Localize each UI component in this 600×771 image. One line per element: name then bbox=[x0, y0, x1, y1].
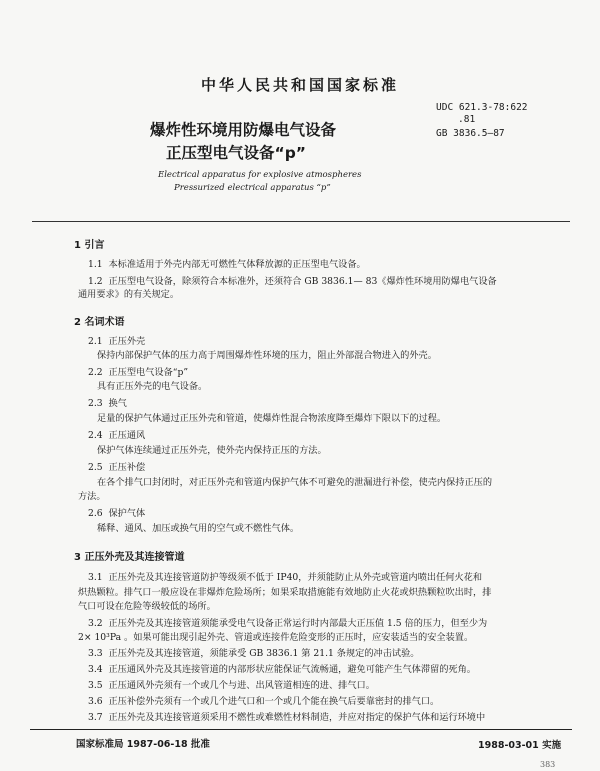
udc-code-cont: .81 bbox=[458, 114, 476, 125]
clause-3-4 bbox=[88, 664, 476, 676]
term-number: 2.6 bbox=[88, 508, 103, 519]
term-2-4-def: 保护气体连续通过正压外壳，使外壳内保持正压的方法。 bbox=[97, 445, 327, 456]
clause-3-2-cont: 2× 10³Pa 。如果可能出现引起外壳、管道或连接件危险变形的正压时，应安装适当的安全装置。 bbox=[78, 632, 474, 643]
clause-3-7 bbox=[88, 712, 485, 724]
clause-1-2-cont: 通用要求》的有关规定。 bbox=[78, 289, 180, 300]
section-3-title: 3 正压外壳及其连接管道 bbox=[74, 552, 185, 563]
term-name: 换气 bbox=[108, 398, 127, 409]
clause-number: 3.6 bbox=[88, 696, 103, 707]
term-number: 2.3 bbox=[88, 398, 103, 409]
clause-number: 3.5 bbox=[88, 680, 103, 691]
clause-3-1-cont: 炽热颗粒。排气口一般应设在非爆炸危险场所；如果采取措施能有效地防止火花或炽热颗粒吹出时，排 bbox=[78, 587, 492, 598]
page-number: 383 bbox=[540, 760, 556, 769]
clause-text: 正压型电气设备，除须符合本标准外，还须符合 GB 3836.1— 83《爆炸性环境用防爆电气设备 bbox=[108, 276, 497, 287]
term-number: 2.4 bbox=[88, 430, 103, 441]
section-2-title: 2 名词术语 bbox=[74, 317, 125, 328]
clause-text: 正压通风外壳及其连接管道的内部形状应能保证气流畅通，避免可能产生气体滞留的死角。 bbox=[108, 664, 476, 675]
term-2-5-def: 在各个排气口封闭时，对正压外壳和管道内保护气体不可避免的泄漏进行补偿，使壳内保持正压的 bbox=[97, 477, 493, 488]
term-2-3-def: 足量的保护气体通过正压外壳和管道，使爆炸性混合物浓度降至爆炸下限以下的过程。 bbox=[97, 413, 447, 424]
term-name: 正压补偿 bbox=[108, 462, 146, 473]
clause-number: 3.7 bbox=[88, 712, 103, 723]
clause-3-1 bbox=[88, 572, 482, 584]
term-number: 2.1 bbox=[88, 336, 103, 347]
clause-number: 3.2 bbox=[88, 618, 103, 629]
clause-text: 正压外壳及其连接管道防护等级须不低于 IP40，并须能防止从外壳或管道内喷出任何火花和 bbox=[108, 572, 483, 583]
term-2-2-def: 具有正压外壳的电气设备。 bbox=[97, 381, 208, 392]
clause-3-3 bbox=[88, 648, 419, 660]
gb-number: GB 3836.5—87 bbox=[436, 128, 505, 139]
clause-text: 正压外壳及其连接管道，须能承受 GB 3836.1 第 21.1 条规定的冲击试验。 bbox=[108, 648, 420, 659]
term-name: 正压型电气设备“p” bbox=[108, 367, 189, 378]
english-title-line1: Electrical apparatus for explosive atmospheres bbox=[158, 170, 362, 180]
clause-number: 1.1 bbox=[88, 259, 103, 270]
udc-code: UDC 621.3-78:622 bbox=[436, 102, 528, 113]
section-1-title: 1 引言 bbox=[74, 240, 105, 251]
clause-3-5 bbox=[88, 680, 375, 692]
term-number: 2.5 bbox=[88, 462, 103, 473]
title-line2: 正压型电气设备“p” bbox=[166, 144, 306, 162]
term-name: 正压通风 bbox=[108, 430, 146, 441]
clause-number: 3.1 bbox=[88, 572, 103, 583]
term-2-6-def: 稀释、通风、加压或换气用的空气或不燃性气体。 bbox=[97, 523, 300, 534]
english-title-line2: Pressurized electrical apparatus “p” bbox=[174, 183, 331, 193]
term-2-5 bbox=[88, 462, 145, 474]
clause-text: 正压通风外壳须有一个或几个与进、出风管道相连的进、排气口。 bbox=[108, 680, 375, 691]
title-line1: 爆炸性环境用防爆电气设备 bbox=[150, 121, 337, 139]
term-2-2 bbox=[88, 367, 188, 379]
clause-3-6 bbox=[88, 696, 439, 708]
footer-divider bbox=[30, 729, 572, 730]
clause-1-1 bbox=[88, 259, 366, 271]
term-2-5-def-cont: 方法。 bbox=[78, 491, 106, 502]
term-2-1-def: 保持内部保护气体的压力高于周围爆炸性环境的压力，阻止外部混合物进入的外壳。 bbox=[97, 350, 437, 361]
approval-date: 国家标准局 1987-06-18 批准 bbox=[76, 739, 210, 750]
clause-number: 3.4 bbox=[88, 664, 103, 675]
clause-3-2 bbox=[88, 618, 487, 630]
clause-number: 3.3 bbox=[88, 648, 103, 659]
term-2-6 bbox=[88, 508, 145, 520]
clause-text: 正压补偿外壳须有一个或几个进气口和一个或几个能在换气后要靠密封的排气口。 bbox=[108, 696, 440, 707]
term-2-4 bbox=[88, 430, 145, 442]
term-number: 2.2 bbox=[88, 367, 103, 378]
clause-number: 1.2 bbox=[88, 276, 103, 287]
term-2-1 bbox=[88, 336, 145, 348]
clause-text: 本标准适用于外壳内部无可燃性气体释放源的正压型电气设备。 bbox=[108, 259, 366, 270]
term-2-3 bbox=[88, 398, 127, 410]
clause-1-2 bbox=[88, 276, 497, 288]
standard-title: 中华人民共和国国家标准 bbox=[200, 76, 399, 94]
clause-text: 正压外壳及其连接管道须能承受电气设备正常运行时内部最大正压值 1.5 倍的压力，但至少为 bbox=[108, 618, 488, 629]
clause-3-1-cont2: 气口可设在危险等级较低的场所。 bbox=[78, 601, 216, 612]
implementation-date: 1988-03-01 实施 bbox=[478, 740, 562, 751]
term-name: 保护气体 bbox=[108, 508, 146, 519]
term-name: 正压外壳 bbox=[108, 336, 146, 347]
header-divider bbox=[32, 221, 570, 222]
clause-text: 正压外壳及其连接管道须采用不燃性或难燃性材料制造，并应对指定的保护气体和运行环境中 bbox=[108, 712, 486, 723]
